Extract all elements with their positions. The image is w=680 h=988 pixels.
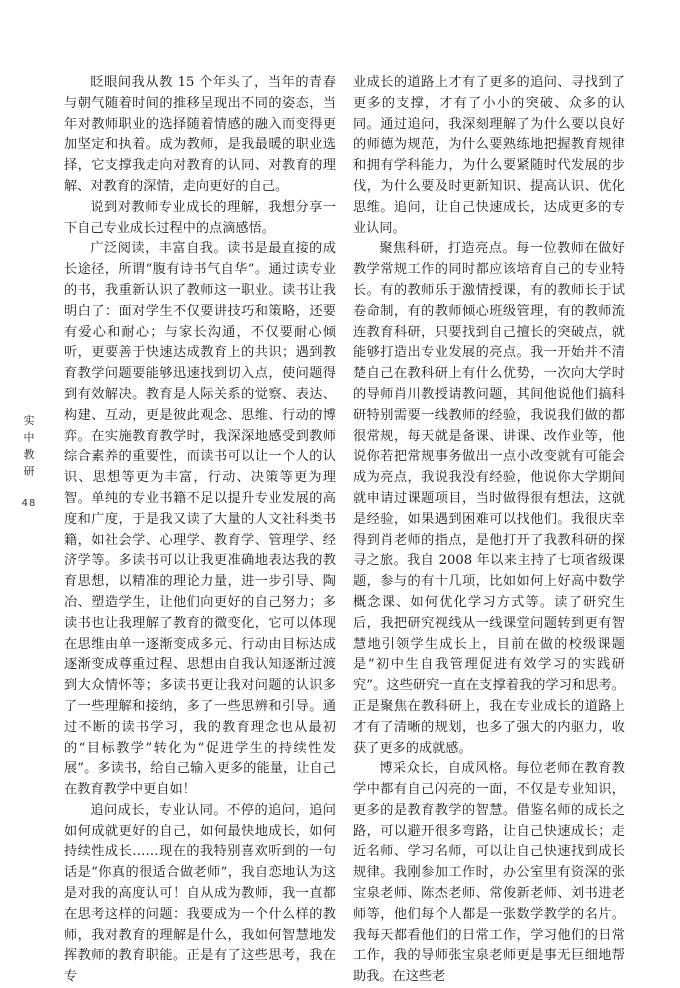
journal-title-char: 实 [23, 414, 35, 427]
journal-title [20, 412, 38, 480]
right-column [353, 73, 625, 988]
page-number: 48 [21, 498, 37, 509]
paragraph: 说到对教师专业成长的理解，我想分享一下自己专业成长过程中的点滴感悟。 [64, 199, 336, 236]
journal-title-char: 研 [23, 465, 35, 478]
paragraph: 聚焦科研，打造亮点。每一位教师在做好教学常规工作的同时都应该培育自己的专业特长。有的教师乐于激情授课，有的教师长于试卷命制，有的教师倾心班级管理，有的教师流连教育科研，只要找到自己擅长的突破点，就能够打造出专业发展的亮点。我一开始并不清楚自己在教科研上有什么优势，一次向大学时的导师肖川教授请教问题，其间他说他们搞科研特别需要一线教师的经验，我说我们做的都很常规，每天就是备课、讲课、改作业等，他说你若把常规事务做出一点小改变就有可能会成为亮点，我说我没有经验，他说你大学期间就申请过课题项目，当时做得很有想法，这就是经验，如果遇到困难可以找他们。我很庆幸得到肖老师的指点，是他打开了我教科研的探寻之旅。我自 2008 年以来主持了七项省级课题，参与的有十几项，比如如何上好高中数学概念课、如何优化学习方式等。读了研究生后，我把研究视线从一线课堂问题转到更有智慧地引领学生成长上，目前在做的校级课题是“初中生自我管理促进有效学习的实践研究”。这些研究一直在支撑着我的学习和思考。正是聚焦在教科研上，我在专业成长的道路上才有了清晰的规划，也多了强大的内驱力，收获了更多的成就感。 [353, 241, 625, 756]
paragraph: 博采众长，自成风格。每位老师在教育教学中都有自己闪亮的一面，不仅是专业知识，更多的是教育教学的智慧。借鉴名师的成长之路，可以避开很多弯路，让自己快速成长；走近名师、学习名师，可以让自己快速找到成长规律。我刚参加工作时，办公室里有资深的张宝泉老师、陈杰老师、常俊新老师、刘书进老师等，他们每个人都是一张数学教学的名片。我每天都看他们的日常工作，学习他们的日常工作，我的导师张宝泉老师更是事无巨细地帮助我。在这些老 [353, 761, 625, 985]
paragraph: 追问成长，专业认同。不停的追问，追问如何成就更好的自己，如何最快地成长，如何持续性成长……现在的我特别喜欢听到的一句话是“你真的很适合做老师”，我自恋地认为这是对我的高度认可！自从成为教师，我一直都在思考这样的问题：我要成为一个什么样的教师，我对教育的理解是什么，我如何智慧地发挥教师的教育职能。正是有了这些思考，我在专 [64, 802, 336, 985]
paragraph: 业成长的道路上才有了更多的追问、寻找到了更多的支撑，才有了小小的突破、众多的认同。通过追问，我深刻理解了为什么要以良好的师德为规范，为什么要熟练地把握教育规律和拥有学科能力，为什么要紧随时代发展的步伐，为什么要及时更新知识、提高认识、优化思维。追问，让自己快速成长，达成更多的专业认同。 [353, 75, 625, 236]
paragraph: 广泛阅读，丰富自我。读书是最直接的成长途径，所谓“腹有诗书气自华”。通过读专业的书，我重新认识了教师这一职业。读书让我明白了：面对学生不仅要讲技巧和策略，还要有爱心和耐心；与家长沟通，不仅要耐心倾听，更要善于快速达成教育上的共识；遇到教育教学问题要能够迅速找到切入点，使问题得到有效解决。教育是人际关系的觉察、表达、构建、互动，更是彼此观念、思维、行动的博弈。在实施教育教学时，我深深地感受到教师综合素养的重要性，而读书可以让一个人的认识、思想等更为丰富，行动、决策等更为理智。单纯的专业书籍不足以提升专业发展的高度和广度，于是我又读了大量的人文社科类书籍，如社会学、心理学、教育学、管理学、经济学等。多读书可以让我更准确地表达我的教育思想，以精准的理论力量，进一步引导、陶冶、塑造学生，让他们向更好的自己努力；多读书也让我理解了教育的微变化，它可以体现在思维由单一逐渐变成多元、行动由目标达成逐渐变成尊重过程、思想由自我认知逐渐过渡到大众情怀等；多读书更让我对问题的认识多了一些理解和接纳，多了一些思辨和引导。通过不断的读书学习，我的教育理念也从最初的“目标教学”转化为“促进学生的持续性发展”。多读书，给自己输入更多的能量，让自己在教育教学中更自如！ [64, 241, 336, 798]
sidebar [18, 0, 40, 891]
left-column [64, 73, 336, 988]
journal-title-char: 中 [23, 431, 35, 444]
journal-title-char: 教 [23, 448, 35, 461]
paragraph: 眨眼间我从教 15 个年头了，当年的青春与朝气随着时间的推移呈现出不同的姿态，当年对教师职业的选择随着情感的融入而变得更加坚定和执着。成为教师，是我最暖的职业选择，它支撑我走向对教育的认同、对教育的理解、对教育的深情，走向更好的自己。 [64, 75, 336, 194]
